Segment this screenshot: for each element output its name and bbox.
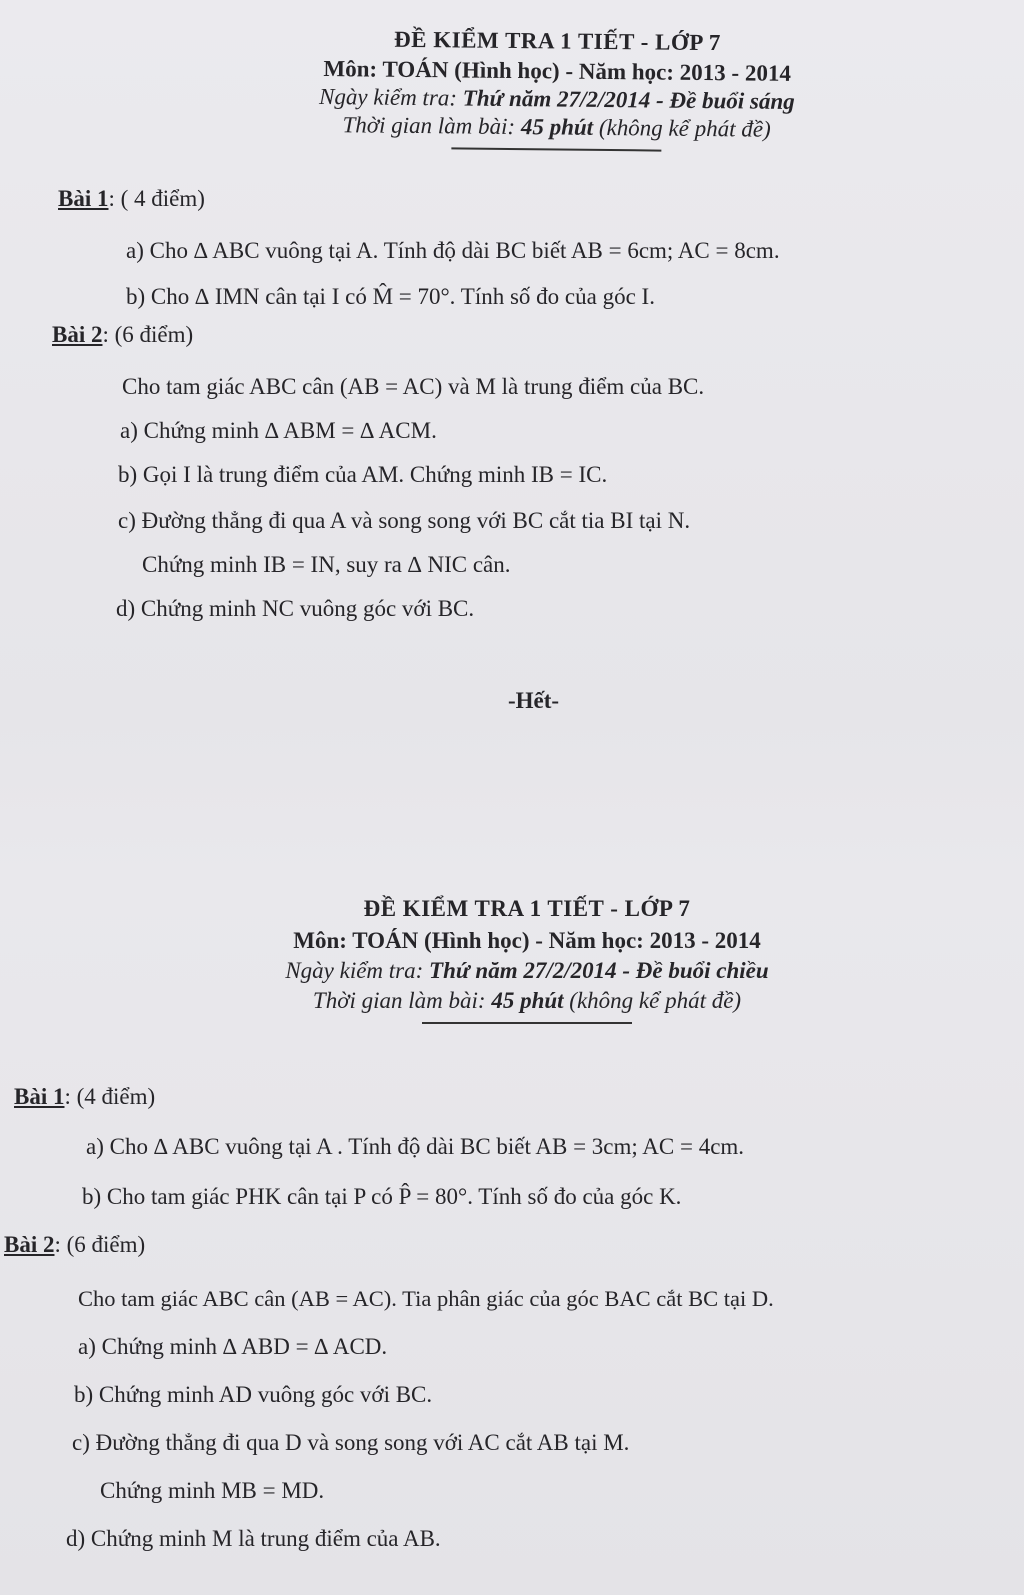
bai2-d: d) Chứng minh M là trung điểm của AB.	[66, 1526, 441, 1551]
bai1-heading	[58, 186, 205, 212]
date-label: Ngày kiểm tra:	[318, 83, 458, 111]
date-value: Thứ năm 27/2/2014 - Đề buổi chiều	[429, 958, 769, 983]
time-value: 45 phút	[520, 114, 594, 140]
bai2-b: b) Chứng minh AD vuông góc với BC.	[74, 1382, 433, 1407]
exam-date	[30, 958, 1024, 984]
bai1-label: Bài 1	[14, 1084, 65, 1109]
bai2-c-cont: Chứng minh IB = IN, suy ra ∆ NIC cân.	[142, 552, 511, 577]
date-label: Ngày kiểm tra:	[285, 958, 424, 983]
time-value: 45 phút	[491, 988, 564, 1013]
header-morning	[0, 23, 1024, 156]
bai2-heading	[52, 322, 193, 348]
bai2-c: c) Đường thẳng đi qua D và song song với AC cắt AB tại M.	[72, 1430, 630, 1455]
bai2-intro: Cho tam giác ABC cân (AB = AC). Tia phân giác của góc BAC cắt BC tại D.	[78, 1286, 774, 1311]
bai2-label: Bài 2	[4, 1232, 55, 1257]
bai2-c-cont: Chứng minh MB = MD.	[100, 1478, 325, 1503]
bai2-a: a) Chứng minh ∆ ABD = ∆ ACD.	[78, 1334, 388, 1359]
bai2-c: c) Đường thẳng đi qua A và song song với BC cắt tia BI tại N.	[118, 508, 691, 533]
time-note: (không kể phát đề)	[569, 988, 742, 1013]
bai1-label: Bài 1	[58, 186, 109, 211]
bai2-intro: Cho tam giác ABC cân (AB = AC) và M là trung điểm của BC.	[122, 374, 705, 399]
date-value: Thứ năm 27/2/2014 - Đề buổi sáng	[462, 85, 795, 114]
end-mark: -Hết-	[508, 688, 560, 713]
header-divider	[451, 147, 661, 151]
exam-title: ĐỀ KIỂM TRA 1 TIẾT - LỚP 7	[393, 26, 722, 56]
bai2-d: d) Chứng minh NC vuông góc với BC.	[116, 596, 475, 621]
exam-title: ĐỀ KIỂM TRA 1 TIẾT - LỚP 7	[363, 896, 691, 921]
bai2-heading	[4, 1232, 145, 1258]
bai1-a: a) Cho ∆ ABC vuông tại A . Tính độ dài BC biết AB = 3cm; AC = 4cm.	[86, 1134, 745, 1159]
bai2-points: : (6 điểm)	[102, 322, 194, 347]
header-divider	[422, 1022, 632, 1024]
bai1-b: b) Cho ∆ IMN cân tại I có M̂ = 70°. Tính số đo của góc I.	[126, 284, 655, 309]
bai1-heading	[14, 1084, 155, 1110]
time-note: (không kể phát đề)	[598, 114, 771, 142]
exam-subject: Môn: TOÁN (Hình học) - Năm học: 2013 - 2014	[293, 928, 761, 953]
exam-time	[30, 988, 1024, 1014]
bai1-points: : ( 4 điểm)	[108, 186, 205, 211]
bai2-a: a) Chứng minh ∆ ABM = ∆ ACM.	[120, 418, 437, 443]
bai2-points: : (6 điểm)	[54, 1232, 146, 1257]
bai1-b: b) Cho tam giác PHK cân tại P có P̂ = 80°. Tính số đo của góc K.	[82, 1184, 682, 1209]
bai1-points: : (4 điểm)	[64, 1084, 156, 1109]
exam-subject: Môn: TOÁN (Hình học) - Năm học: 2013 - 2014	[323, 56, 792, 86]
header-afternoon	[0, 896, 1024, 1024]
bai2-b: b) Gọi I là trung điểm của AM. Chứng minh IB = IC.	[118, 462, 608, 487]
time-label: Thời gian làm bài:	[312, 988, 486, 1013]
time-label: Thời gian làm bài:	[342, 112, 516, 140]
bai2-label: Bài 2	[52, 322, 103, 347]
bai1-a: a) Cho ∆ ABC vuông tại A. Tính độ dài BC biết AB = 6cm; AC = 8cm.	[126, 238, 780, 263]
